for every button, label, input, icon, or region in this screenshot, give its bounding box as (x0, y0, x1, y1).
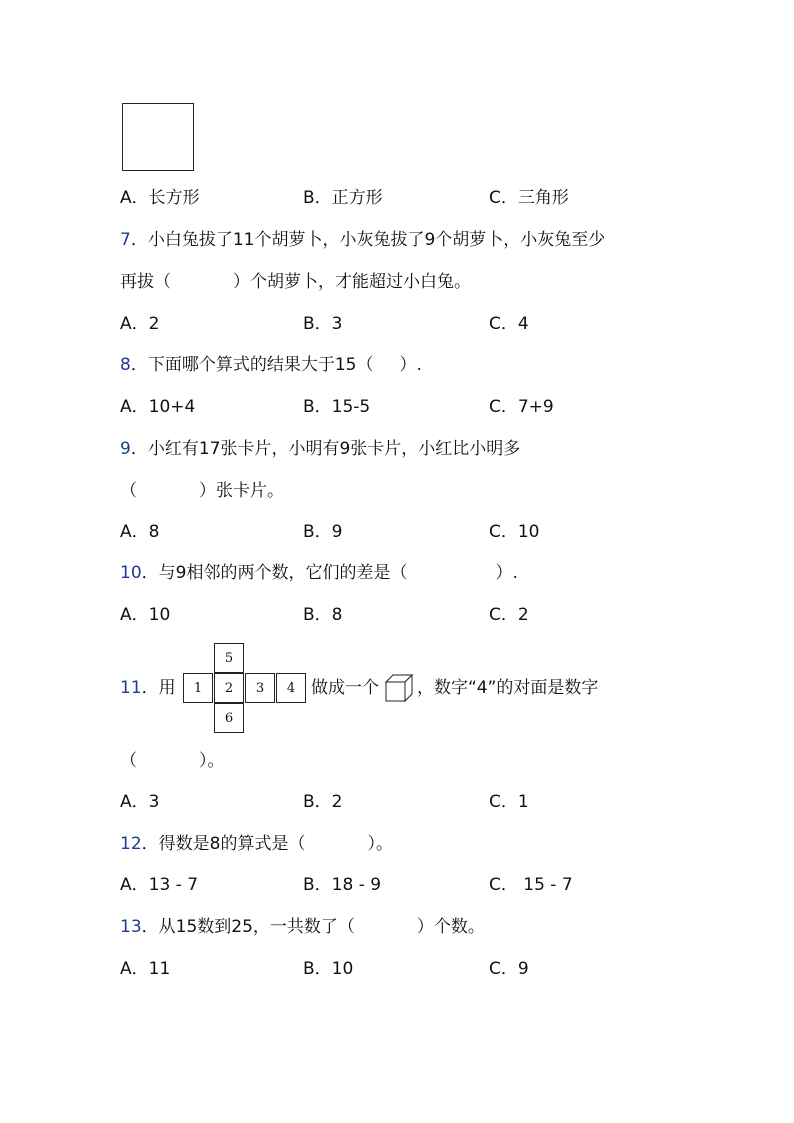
q13-option-b: B．10 (303, 959, 354, 979)
q6-option-c: C．三角形 (489, 188, 569, 208)
q11-stem-mid: 做成一个 (311, 678, 379, 698)
q11-stem-line2: （ ）。 (120, 751, 225, 771)
q13-option-a: A．11 (120, 959, 171, 979)
q13-number: 13 (120, 917, 142, 937)
q7-option-b: B．3 (303, 314, 343, 334)
net-cell-4: 4 (276, 673, 306, 703)
q10-number: 10 (120, 563, 142, 583)
q7-option-c: C．4 (489, 314, 529, 334)
q8-stem: 8．下面哪个算式的结果大于15（ ）. (120, 355, 422, 375)
q11-number: 11 (120, 678, 142, 698)
q11-stem-pre: 11．用 (120, 678, 176, 698)
q12-number: 12 (120, 834, 142, 854)
net-cell-2: 2 (214, 673, 244, 703)
q12-stem: 12．得数是8的算式是（ ）。 (120, 834, 393, 854)
q7-stem-line2: 再拔（ ）个胡萝卜，才能超过小白兔。 (120, 272, 471, 292)
q9-stem-line1: 9．小红有17张卡片，小明有9张卡片，小红比小明多 (120, 439, 521, 459)
q7-number: 7 (120, 230, 131, 250)
q11-option-c: C．1 (489, 792, 529, 812)
q9-stem-line2: （ ）张卡片。 (120, 481, 284, 501)
q9-number: 9 (120, 439, 131, 459)
q9-option-b: B．9 (303, 522, 343, 542)
q8-option-b: B．15-5 (303, 397, 371, 417)
q8-option-c: C．7+9 (489, 397, 554, 417)
net-cell-top: 5 (214, 643, 244, 673)
cube-net-figure (183, 643, 307, 733)
q8-option-a: A．10+4 (120, 397, 196, 417)
q7-stem-line1: 7．小白兔拔了11个胡萝卜，小灰兔拔了9个胡萝卜，小灰兔至少 (120, 230, 606, 250)
q9-option-c: C．10 (489, 522, 540, 542)
q13-stem: 13．从15数到25，一共数了（ ）个数。 (120, 917, 485, 937)
net-cell-bottom: 6 (214, 703, 244, 733)
q10-stem: 10．与9相邻的两个数，它们的差是（ ）. (120, 563, 518, 583)
q7-option-a: A．2 (120, 314, 160, 334)
q10-option-b: B．8 (303, 605, 343, 625)
q6-option-b: B．正方形 (303, 188, 383, 208)
q11-option-a: A．3 (120, 792, 160, 812)
square-figure (122, 103, 194, 171)
q12-option-c: C． 15 - 7 (489, 875, 573, 895)
net-cell-1: 1 (183, 673, 213, 703)
net-cell-3: 3 (245, 673, 275, 703)
q10-option-a: A．10 (120, 605, 171, 625)
q11-option-b: B．2 (303, 792, 343, 812)
q8-number: 8 (120, 355, 131, 375)
q12-option-a: A．13 - 7 (120, 875, 199, 895)
q6-option-a: A．长方形 (120, 188, 200, 208)
cube-icon (384, 673, 414, 703)
q9-option-a: A．8 (120, 522, 160, 542)
q12-option-b: B．18 - 9 (303, 875, 382, 895)
q11-stem-post: ，数字“4”的对面是数字 (417, 678, 599, 698)
q13-option-c: C．9 (489, 959, 529, 979)
q10-option-c: C．2 (489, 605, 529, 625)
